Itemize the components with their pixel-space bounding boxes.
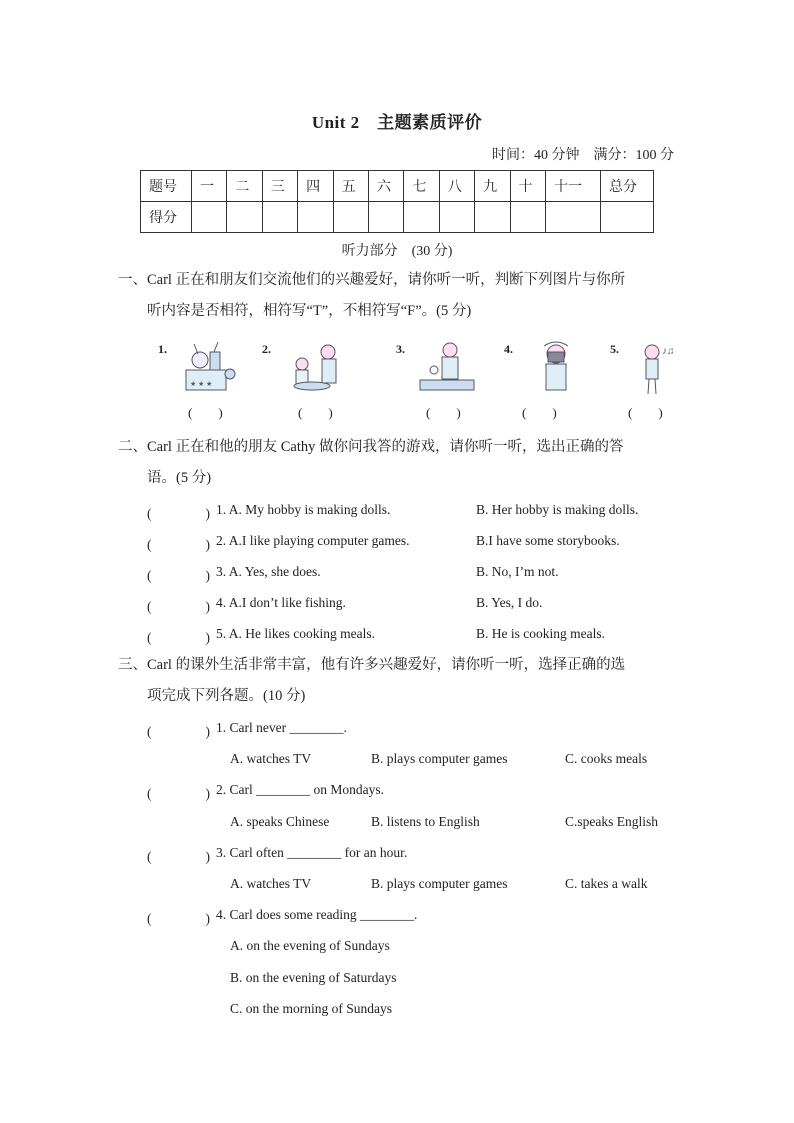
score-cell[interactable] <box>510 202 545 233</box>
cell-q9: 九 <box>475 171 510 202</box>
section2-q5-paren[interactable]: ( ) <box>147 630 210 645</box>
score-cell[interactable] <box>368 202 403 233</box>
score-cell[interactable] <box>546 202 601 233</box>
picture-number: 3. <box>396 342 405 356</box>
section3-q4-paren[interactable]: ( ) <box>147 911 210 926</box>
singing-boy-icon <box>626 340 696 396</box>
svg-text:★ ★ ★: ★ ★ ★ <box>190 380 213 388</box>
section2-q2-option-a: 2. A.I like playing computer games. <box>216 533 410 548</box>
cell-q2: 二 <box>227 171 262 202</box>
picture-number: 2. <box>262 342 271 356</box>
picture-number: 1. <box>158 342 167 356</box>
cell-q10: 十 <box>510 171 545 202</box>
robot-toys-icon <box>174 340 244 396</box>
score-cell[interactable] <box>333 202 368 233</box>
svg-text:♪♫: ♪♫ <box>662 346 675 357</box>
score-cell[interactable] <box>262 202 297 233</box>
section3-q3-paren[interactable]: ( ) <box>147 849 210 864</box>
section3-q1-option-b: B. plays computer games <box>371 751 508 766</box>
answer-paren[interactable]: ( ) <box>426 405 461 420</box>
section2-q1-paren[interactable]: ( ) <box>147 506 210 521</box>
cell-q3: 三 <box>262 171 297 202</box>
score-table-score-row <box>141 202 654 233</box>
cell-q11: 十一 <box>546 171 601 202</box>
section1-instruction-line1: 一、Carl 正在和朋友们交流他们的兴趣爱好，请你听一听，判断下列图片与你所 <box>118 272 626 288</box>
picture-number: 4. <box>504 342 513 356</box>
section3-q3-option-a: A. watches TV <box>230 876 312 891</box>
cell-score-label: 得分 <box>141 202 192 233</box>
page-title: Unit 2 主题素质评价 <box>311 113 483 132</box>
section3-q2-option-c: C.speaks English <box>565 814 658 829</box>
section3-q2-stem: 2. Carl ________ on Mondays. <box>216 782 384 797</box>
score-cell[interactable] <box>601 202 654 233</box>
section3-q1-option-c: C. cooks meals <box>565 751 648 766</box>
picture-item-4 <box>504 338 574 422</box>
score-cell[interactable] <box>404 202 439 233</box>
section2-q5-option-a: 5. A. He likes cooking meals. <box>216 626 375 641</box>
answer-paren[interactable]: ( ) <box>628 405 663 420</box>
section2-q2-paren[interactable]: ( ) <box>147 537 210 552</box>
section3-q3-option-c: C. takes a walk <box>565 876 648 891</box>
section3-q1-paren[interactable]: ( ) <box>147 724 210 739</box>
section2-q1-option-a: 1. A. My hobby is making dolls. <box>216 502 391 517</box>
cell-q4: 四 <box>298 171 333 202</box>
section3-q1-stem: 1. Carl never ________. <box>216 720 347 735</box>
cell-q8: 八 <box>439 171 474 202</box>
section2-q2-option-b: B.I have some storybooks. <box>476 533 620 548</box>
score-cell[interactable] <box>298 202 333 233</box>
section1-instruction-line2: 听内容是否相符，相符写“T”，不相符写“F”。(5 分) <box>147 303 472 319</box>
section2-instruction-line1: 二、Carl 正在和他的朋友 Cathy 做你问我答的游戏，请你听一听，选出正确的答 <box>118 439 624 455</box>
section3-q3-stem: 3. Carl often ________ for an hour. <box>216 845 408 860</box>
taking-photos-icon <box>520 340 590 396</box>
score-cell[interactable] <box>192 202 227 233</box>
picture-item-1 <box>158 338 228 422</box>
section2-q4-paren[interactable]: ( ) <box>147 599 210 614</box>
score-cell[interactable] <box>475 202 510 233</box>
cell-q6: 六 <box>368 171 403 202</box>
section2-q4-option-a: 4. A.I don’t like fishing. <box>216 595 346 610</box>
answer-paren[interactable]: ( ) <box>188 405 223 420</box>
cell-q1: 一 <box>192 171 227 202</box>
cell-title: 题号 <box>141 171 192 202</box>
making-dolls-icon <box>412 340 482 396</box>
section2-q5-option-b: B. He is cooking meals. <box>476 626 605 641</box>
picture-item-5 <box>610 338 680 422</box>
cell-q5: 五 <box>333 171 368 202</box>
section3-q4-stem: 4. Carl does some reading ________. <box>216 907 418 922</box>
section3-instruction-line2: 项完成下列各题。(10 分) <box>147 688 306 704</box>
score-table-header-row <box>141 171 654 202</box>
cell-total: 总分 <box>601 171 654 202</box>
section3-q3-option-b: B. plays computer games <box>371 876 508 891</box>
section2-q3-option-b: B. No, I’m not. <box>476 564 559 579</box>
section3-q4-option-b: B. on the evening of Saturdays <box>230 970 397 985</box>
cooking-kids-icon <box>278 340 348 396</box>
score-cell[interactable] <box>227 202 262 233</box>
section3-q2-paren[interactable]: ( ) <box>147 786 210 801</box>
listening-section-heading: 听力部分 (30 分) <box>341 244 453 259</box>
picture-number: 5. <box>610 342 619 356</box>
time-score-info: 时间：40 分钟 满分：100 分 <box>492 148 674 163</box>
answer-paren[interactable]: ( ) <box>298 405 333 420</box>
section2-q3-option-a: 3. A. Yes, she does. <box>216 564 321 579</box>
answer-paren[interactable]: ( ) <box>522 405 557 420</box>
picture-item-3 <box>396 338 466 422</box>
section3-instruction-line1: 三、Carl 的课外生活非常丰富，他有许多兴趣爱好，请你听一听，选择正确的选 <box>118 657 626 673</box>
section3-q4-option-c: C. on the morning of Sundays <box>230 1001 392 1016</box>
section3-q2-option-b: B. listens to English <box>371 814 480 829</box>
picture-item-2 <box>262 338 332 422</box>
section3-q1-option-a: A. watches TV <box>230 751 312 766</box>
section2-q4-option-b: B. Yes, I do. <box>476 595 543 610</box>
score-cell[interactable] <box>439 202 474 233</box>
section2-q3-paren[interactable]: ( ) <box>147 568 210 583</box>
section1-pictures <box>150 338 675 422</box>
section3-q4-option-a: A. on the evening of Sundays <box>230 938 390 953</box>
section2-instruction-line2: 语。(5 分) <box>147 470 212 486</box>
score-table <box>140 170 654 233</box>
section2-q1-option-b: B. Her hobby is making dolls. <box>476 502 639 517</box>
cell-q7: 七 <box>404 171 439 202</box>
section3-q2-option-a: A. speaks Chinese <box>230 814 330 829</box>
